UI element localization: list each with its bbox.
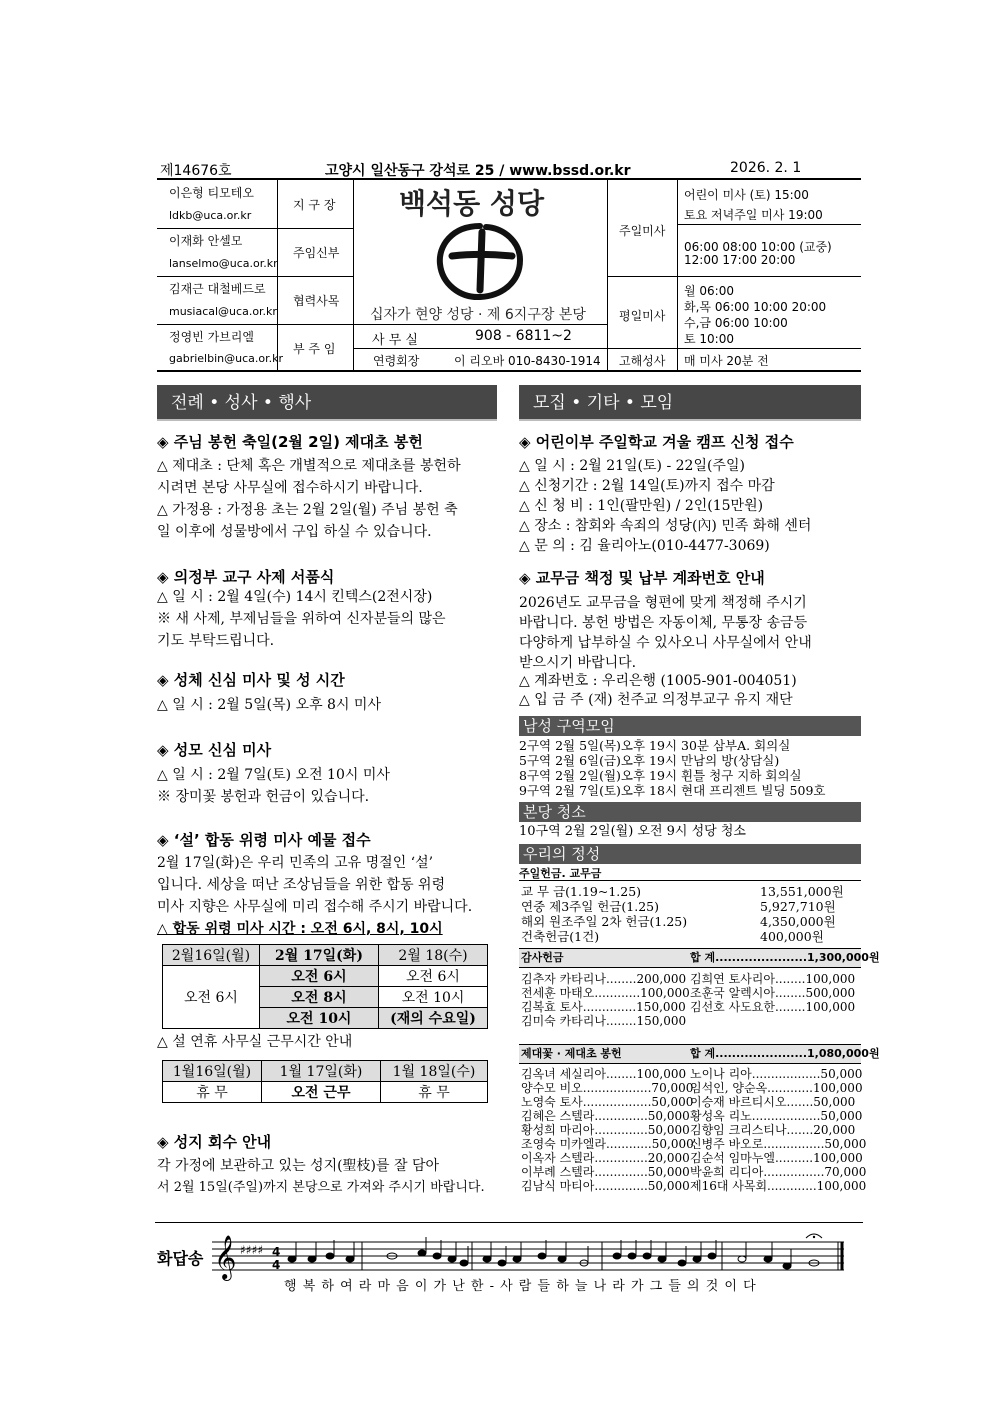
list-item: 5구역 2월 6일(금)오후 19시 만남의 방(상담실)	[519, 753, 780, 768]
sunday-mass-time: 12:00 17:00 20:00	[684, 253, 796, 267]
staff-role: 주임신부	[293, 246, 340, 260]
article-line: △ 문 의 : 김 율리아노(010-4477-3069)	[519, 538, 770, 554]
list-item: 10구역 2월 2일(월) 오전 9시 성당 청소	[519, 824, 746, 839]
list-item: 전세훈 마태오............100,000	[521, 986, 690, 1000]
list-item: 2구역 2월 5일(목)오후 19시 30분 삼부A. 회의실	[519, 738, 791, 753]
divider	[155, 1222, 863, 1223]
list-item: 김남식 마티아..............50,000	[521, 1179, 690, 1193]
confession-label: 고해성사	[619, 354, 666, 368]
music-staff	[212, 1232, 852, 1282]
article-line: 입니다. 세상을 떠난 조상님들을 위한 합동 위령	[157, 877, 446, 893]
article-line: 2026년도 교무금을 형편에 맞게 책정해 주시기	[519, 595, 807, 611]
article-heading: ◈ ‘설’ 합동 위령 미사 예물 접수	[157, 831, 371, 849]
sunday-mass-time: 어린이 미사 (토) 15:00	[684, 188, 809, 202]
article-line: ※ 장미꽃 봉헌과 헌금이 있습니다.	[157, 789, 370, 805]
office-hours-table	[162, 1060, 488, 1103]
table-cell: 오전 10시	[379, 987, 488, 1008]
staff-email: musiacal@uca.or.kr	[169, 305, 277, 318]
psalm-lyrics: 행 복 하 여 라 마 음 이 가 난 한 - 사 람 들 하 늘 나 라 가 그 들 의 것 이 다	[284, 1279, 757, 1294]
weekday-mass-label: 평일미사	[619, 309, 666, 323]
table-cell: 오전 10시	[260, 1008, 379, 1029]
list-item: 황성희 마리아..............50,000	[521, 1123, 690, 1137]
list-item: 조영숙 미카엘라............50,000	[521, 1137, 694, 1151]
thanks-total: 합 계......................1,300,000원	[690, 951, 880, 964]
list-item: 김복효 토사..............150,000	[521, 1000, 686, 1014]
flower-total: 합 계......................1,080,000원	[690, 1047, 880, 1060]
article-line: △ 일 시 : 2월 21일(토) - 22일(주일)	[519, 458, 745, 474]
article-heading: ◈ 의정부 교구 사제 서품식	[157, 568, 335, 586]
offering-row-value: 5,927,710원	[760, 899, 836, 914]
article-line: △ 일 시 : 2월 5일(목) 오후 8시 미사	[157, 697, 381, 713]
list-item: 이옥자 스텔라..............20,000	[521, 1151, 690, 1165]
offering-row-value: 13,551,000원	[760, 884, 844, 899]
article-line: ※ 새 사제, 부제님들을 위하여 신자분들의 많은	[157, 611, 446, 627]
offering-subtitle: 주일헌금. 교무금	[519, 867, 602, 880]
thanks-label: 감사헌금	[521, 951, 564, 964]
sunday-mass-label: 주일미사	[619, 224, 666, 238]
list-item: 노이나 리아..................50,000	[690, 1067, 863, 1081]
offering-row-label: 교 무 금(1.19~1.25)	[521, 884, 642, 899]
article-line: △ 가정용 : 가정용 초는 2월 2일(월) 주님 봉헌 축	[157, 502, 458, 518]
staff-role: 협력사목	[293, 294, 340, 308]
section-title-recruit: 모집 • 기타 • 모임	[519, 385, 861, 421]
staff-name: 이재화 안셀모	[169, 234, 243, 248]
list-item: 김선호 사도요한........100,000	[690, 1000, 856, 1014]
table-cell: 오전 6시	[163, 966, 260, 1029]
list-item: 8구역 2월 2일(월)오후 19시 휜틀 청구 지하 회의실	[519, 768, 802, 783]
list-item: 신병주 바오로................50,000	[690, 1137, 867, 1151]
staff-role: 부 주 임	[293, 342, 336, 356]
article-heading: ◈ 주님 봉헌 축일(2월 2일) 제대초 봉헌	[157, 433, 423, 451]
staff-email: ldkb@uca.or.kr	[169, 209, 252, 222]
office-phone: 908 - 6811~2	[475, 328, 572, 344]
list-item: 9구역 2월 7일(토)오후 18시 현대 프리젠트 빌딩 509호	[519, 783, 826, 798]
list-item: 김미숙 카타리나........150,000	[521, 1014, 687, 1028]
article-line: △ 일 시 : 2월 4일(수) 14시 킨텍스(2전시장)	[157, 589, 433, 605]
table-cell: 오전 6시	[260, 966, 379, 987]
offering-row-value: 4,350,000원	[760, 914, 836, 929]
article-line: 바랍니다. 봉헌 방법은 자동이체, 무통장 송금등	[519, 615, 808, 631]
issue-date: 2026. 2. 1	[730, 160, 802, 176]
offering-row-value: 400,000원	[760, 929, 824, 944]
article-line: △ 합동 위령 미사 시간 : 오전 6시, 8시, 10시	[157, 921, 443, 937]
article-line: 2월 17일(화)은 우리 민족의 고유 명절인 ‘설’	[157, 855, 434, 871]
sunday-mass-time: 토요 저녁주일 미사 19:00	[684, 208, 823, 222]
address-url: 고양시 일산동구 강석로 25 / www.bssd.or.kr	[325, 163, 631, 179]
office-hours-note: △ 설 연휴 사무실 근무시간 안내	[157, 1034, 353, 1050]
list-item: 조훈국 알렉시아........500,000	[690, 986, 856, 1000]
article-line: 받으시기 바랍니다.	[519, 655, 637, 671]
article-line: 기도 부탁드립니다.	[157, 633, 275, 649]
article-line: 일 이후에 성물방에서 구입 하실 수 있습니다.	[157, 524, 432, 540]
list-item: 김순석 임마누엘..........100,000	[690, 1151, 863, 1165]
list-item: 김추자 카타리나........200,000	[521, 972, 687, 986]
list-item: 황성옥 리노..................50,000	[690, 1109, 863, 1123]
table-header: 2월 18(수)	[379, 945, 488, 966]
list-item: 박윤희 리디아................70,000	[690, 1165, 867, 1179]
list-item: 노영숙 토사..................50,000	[521, 1095, 694, 1109]
list-item: 임석인, 양순옥............100,000	[690, 1081, 863, 1095]
table-header: 1월 17일(화)	[262, 1061, 381, 1082]
article-heading: ◈ 어린이부 주일학교 겨울 캠프 신청 접수	[519, 433, 794, 451]
article-line: △ 신 청 비 : 1인(팔만원) / 2인(15만원)	[519, 498, 764, 514]
svg-text:4: 4	[272, 1245, 281, 1259]
article-line: 각 가정에 보관하고 있는 성지(聖枝)를 잘 담아	[157, 1158, 440, 1174]
table-header: 1월 18일(수)	[381, 1061, 488, 1082]
article-line: △ 제대초 : 단체 혹은 개별적으로 제대초를 봉헌하	[157, 458, 461, 474]
list-item: 김옥녀 세실리아........100,000	[521, 1067, 687, 1081]
article-line: 다양하게 납부하실 수 있사오니 사무실에서 안내	[519, 635, 812, 651]
confession-time: 매 미사 20분 전	[684, 354, 769, 368]
table-cell: 오전 6시	[379, 966, 488, 987]
table-cell: 오전 8시	[260, 987, 379, 1008]
article-line: △ 장소 : 참회와 속죄의 성당(內) 민족 화해 센터	[519, 518, 812, 534]
article-line: △ 신청기간 : 2월 14일(토)까지 접수 마감	[519, 478, 775, 494]
offering-row-label: 해외 원조주일 2차 헌금(1.25)	[521, 914, 688, 929]
article-heading: ◈ 성지 회수 안내	[157, 1133, 272, 1151]
chair-value: 이 리오바 010-8430-1914	[454, 354, 601, 368]
list-item: 양수모 비오..................70,000	[521, 1081, 694, 1095]
sunday-mass-time: 06:00 08:00 10:00 (교중)	[684, 240, 832, 254]
table-header: 2월 17일(화)	[260, 945, 379, 966]
staff-email: lanselmo@uca.or.kr	[169, 257, 278, 270]
staff-name: 정영빈 가브리엘	[169, 330, 254, 344]
psalm-label: 화답송	[157, 1249, 204, 1268]
list-item: 이부례 스텔라..............50,000	[521, 1165, 690, 1179]
svg-text:♯♯♯♯: ♯♯♯♯	[240, 1243, 264, 1257]
article-line: △ 일 시 : 2월 7일(토) 오전 10시 미사	[157, 767, 390, 783]
staff-role: 지 구 장	[293, 198, 336, 212]
staff-email: gabrielbin@uca.or.kr	[169, 352, 284, 365]
issue-number: 제14676호	[160, 163, 232, 179]
church-logo-icon	[430, 220, 530, 302]
offering-title: 우리의 정성	[519, 844, 861, 864]
svg-text:4: 4	[272, 1258, 281, 1272]
weekday-mass-time: 토 10:00	[684, 332, 734, 346]
table-cell: (재의 수요일)	[379, 1008, 488, 1029]
table-header: 1월16일(월)	[163, 1061, 262, 1082]
list-item: 김향임 크리스티나.......20,000	[690, 1123, 856, 1137]
list-item: 제16대 사목회.............100,000	[690, 1179, 867, 1193]
weekday-mass-time: 수,금 06:00 10:00	[684, 316, 788, 330]
article-heading: ◈ 교무금 책정 및 납부 계좌번호 안내	[519, 569, 765, 587]
staff-name: 이은형 티모테오	[169, 186, 254, 200]
list-item: 이승재 바르티시오.......50,000	[690, 1095, 856, 1109]
staff-name: 김재근 대철베드로	[169, 282, 266, 296]
issue-header	[160, 160, 860, 180]
list-item: 김희연 토사리아........100,000	[690, 972, 856, 986]
table-header: 2월16일(월)	[163, 945, 260, 966]
table-cell: 오전 근무	[262, 1082, 381, 1103]
men-group-title: 남성 구역모임	[519, 716, 861, 736]
cleaning-title: 본당 청소	[519, 802, 861, 822]
table-cell: 휴 무	[163, 1082, 262, 1103]
article-line: △ 입 금 주 (재) 천주교 의정부교구 유지 재단	[519, 692, 793, 708]
article-line: △ 계좌번호 : 우리은행 (1005-901-004051)	[519, 673, 797, 689]
flower-label: 제대꽃 · 제대초 봉헌	[521, 1047, 622, 1060]
chair-label: 연령회장	[373, 354, 420, 368]
article-line: 미사 지향은 사무실에 미리 접수해 주시기 바랍니다.	[157, 899, 473, 915]
offering-row-label: 연중 제3주일 헌금(1.25)	[521, 899, 660, 914]
table-cell: 휴 무	[381, 1082, 488, 1103]
masthead	[157, 178, 861, 372]
weekday-mass-time: 월 06:00	[684, 284, 734, 298]
church-subtitle: 십자가 현양 성당 · 제 6지구장 본당	[370, 307, 586, 323]
offering-row-label: 건축헌금(1건)	[521, 929, 600, 944]
church-name: 백석동 성당	[399, 187, 544, 220]
section-title-liturgy: 전례 • 성사 • 행사	[157, 385, 497, 421]
svg-text:𝄞: 𝄞	[214, 1235, 237, 1279]
weekday-mass-time: 화,목 06:00 10:00 20:00	[684, 300, 827, 314]
article-heading: ◈ 성체 신심 미사 및 성 시간	[157, 671, 345, 689]
article-heading: ◈ 성모 신심 미사	[157, 741, 272, 759]
memorial-mass-table	[162, 944, 488, 1029]
office-label: 사 무 실	[372, 333, 418, 348]
article-line: 서 2월 15일(주일)까지 본당으로 가져와 주시기 바랍니다.	[157, 1180, 485, 1195]
article-line: 시려면 본당 사무실에 접수하시기 바랍니다.	[157, 480, 423, 496]
list-item: 김혜은 스텔라..............50,000	[521, 1109, 690, 1123]
